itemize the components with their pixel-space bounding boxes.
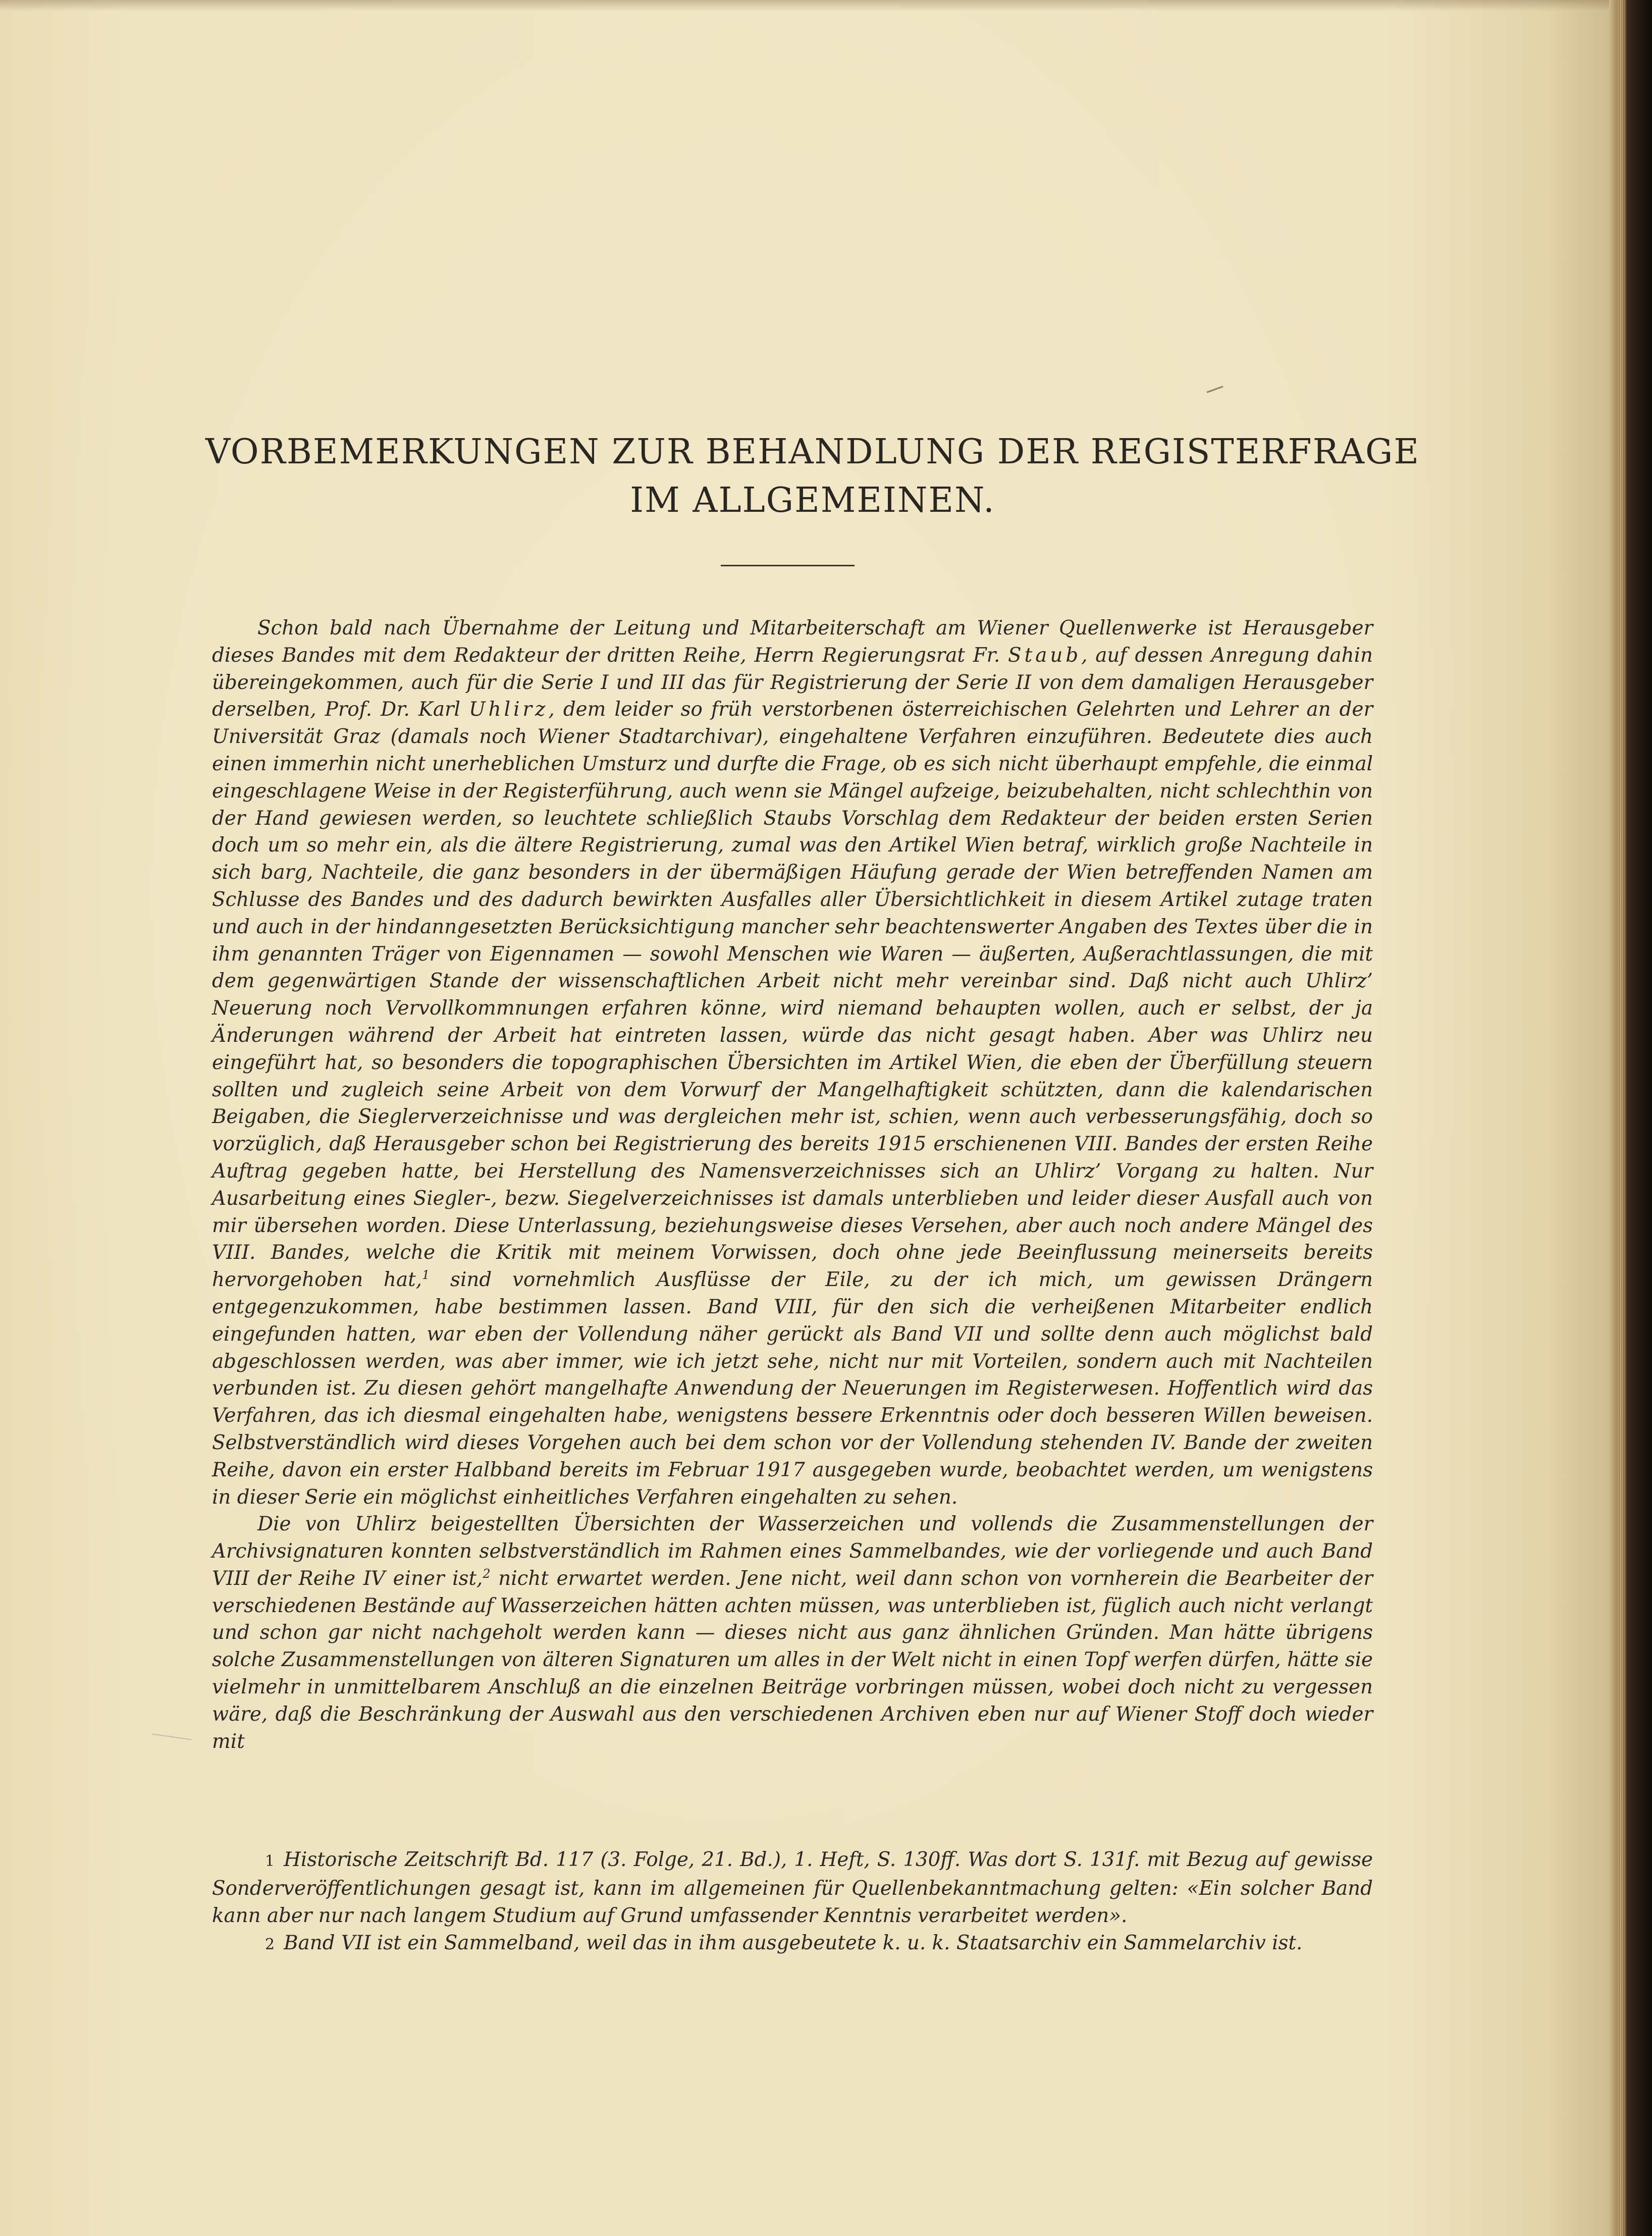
footnote-ref-2: 2	[483, 1566, 491, 1581]
paragraph-2-part-1: Die von Uhlirz beigestellten Übersichten der Wasserzeichen und vollends die Zusammenstellungen der Archivsignaturen konnten selbstverständlich im Rahmen eines Sammelbandes, wie der vorliegende und auch Band VIII der Reihe IV einer ist,	[212, 1513, 1373, 1590]
paragraph-1-part-3: , dem leider so früh verstorbenen österreichischen Gelehrten und Lehrer an der Universität Graz (damals noch Wiener Stadtarchivar), eingehaltene Verfahren einzuführen. Bedeutete dies auch einen immerhin nicht unerheblichen Umsturz und durfte die Frage, ob es sich nicht überhaupt empfehle, die einmal eingeschlagene Weise in der Registerführung, auch wenn sie Mängel aufzeige, beizubehalten, nicht schlechthin von der Hand gewiesen werden, so leuchtete schließlich Staubs Vorschlag dem Redakteur der beiden ersten Serien doch um so mehr ein, als die ältere Registrierung, zumal was den Artikel Wien betraf, wirklich große Nachteile in sich barg, Nachteile, die ganz besonders in der übermäßigen Häufung gerade der Wien betreffenden Namen am Schlusse des Bandes und des dadurch bewirkten Ausfalles aller Übersichtlichkeit in diesem Artikel zutage traten und auch in der hindanngesetzten Berücksichtigung mancher sehr beachtenswerter Angaben des Textes über die in ihm genannten Träger von Eigennamen — sowohl Menschen wie Waren — äußerten, Außerachtlassungen, die mit dem gegenwärtigen Stande der wissenschaftlichen Arbeit nicht mehr vereinbar sind. Daß nicht auch Uhlirz’ Neuerung noch Vervollkommnungen erfahren könne, wird niemand behaupten wollen, auch er selbst, der ja Änderungen während der Arbeit hat eintreten lassen, würde das nicht gesagt haben. Aber was Uhlirz neu eingeführt hat, so besonders die topographischen Übersichten im Artikel Wien, die eben der Überfüllung steuern sollten und zugleich seine Arbeit von dem Vorwurf der Mangelhaftigkeit schützten, dann die kalendarischen Beigaben, die Sieglerverzeichnisse und was dergleichen mehr ist, schien, wenn auch verbesserungsfähig, doch so vorzüglich, daß Herausgeber schon bei Registrierung des bereits 1915 erschienenen VIII. Bandes der ersten Reihe Auftrag gegeben hatte, bei Herstellung des Namensverzeichnisses sich an Uhlirz’ Vorgang zu halten. Nur Ausarbeitung eines Siegler-, bezw. Siegelverzeichnisses ist damals unterblieben und leider dieser Ausfall auch von mir übersehen worden. Diese Unterlassung, beziehungsweise dieses Versehen, aber auch noch andere Mängel des VIII. Bandes, welche die Kritik mit meinem Vorwissen, doch ohne jede Beeinflussung meinerseits bereits hervorgehoben hat,	[212, 698, 1373, 1292]
paragraph-1-part-1: Schon bald nach Übernahme der Leitung und Mitarbeiterschaft am Wiener Quellenwerke ist Herausgeber dieses Bandes mit dem Redakteur der dritten Reihe, Herrn Regierungsrat Fr.	[212, 617, 1373, 667]
pencil-mark	[151, 1733, 191, 1740]
title-line-2: IM ALLGEMEINEN.	[630, 481, 995, 520]
main-text	[212, 615, 1373, 1755]
footnote-1-number: 1	[265, 1852, 275, 1870]
footnotes	[212, 1846, 1373, 1958]
paragraph-2	[212, 1511, 1373, 1755]
name-uhlirz: Uhlirz	[468, 698, 549, 721]
footnote-1-text: Historische Zeitschrift Bd. 117 (3. Folge, 21. Bd.), 1. Heft, S. 130ff. Was dort S. 131f. mit Bezug auf gewisse Sonderveröffentlichungen gesagt ist, kann im allgemeinen für Quellenbekanntmachung gelten: «Ein solcher Band kann aber nur nach langem Studium auf Grund umfassender Kenntnis verarbeitet werden».	[212, 1848, 1373, 1927]
ink-mark	[1207, 386, 1223, 393]
name-staub: Staub	[1008, 644, 1082, 667]
footnote-2	[212, 1930, 1373, 1958]
title-divider	[721, 565, 855, 566]
title-line-1: VORBEMERKUNGEN ZUR BEHANDLUNG DER REGISTERFRAGE	[205, 432, 1420, 472]
paragraph-1	[212, 615, 1373, 1511]
footnote-ref-1: 1	[422, 1268, 430, 1283]
top-edge-shadow	[0, 0, 1626, 11]
footnote-1	[212, 1846, 1373, 1930]
page-title	[182, 428, 1444, 525]
paragraph-2-part-2: nicht erwartet werden. Jene nicht, weil dann schon von vornherein die Bearbeiter der verschiedenen Bestände auf Wasserzeichen hätten achten müssen, was unterblieben ist, füglich auch nicht verlangt und schon gar nicht nachgeholt werden kann — dieses nicht aus ganz ähnlichen Gründen. Man hätte übrigens solche Zusammenstellungen von älteren Signaturen um alles in der Welt nicht in einen Topf werfen dürfen, hätte sie vielmehr in unmittelbarem Anschluß an die einzelnen Beiträge vorbringen müssen, wobei doch nicht zu vergessen wäre, daß die Beschränkung der Auswahl aus den verschiedenen Archiven eben nur auf Wiener Stoff doch wieder mit	[212, 1567, 1373, 1753]
footnote-2-number: 2	[265, 1936, 275, 1953]
footnote-2-text: Band VII ist ein Sammelband, weil das in ihm ausgebeutete k. u. k. Staatsarchiv ein Sammelarchiv ist.	[284, 1932, 1303, 1954]
book-binding	[1626, 0, 1652, 2236]
paragraph-1-part-4: sind vornehmlich Ausflüsse der Eile, zu der ich mich, um gewissen Drängern entgegenzukommen, habe bestimmen lassen. Band VIII, für den sich die verheißenen Mitarbeiter endlich eingefunden hatten, war eben der Vollendung näher gerückt als Band VII und sollte denn auch möglichst bald abgeschlossen werden, was aber immer, wie ich jetzt sehe, nicht nur mit Vorteilen, sondern auch mit Nachteilen verbunden ist. Zu diesen gehört mangelhafte Anwendung der Neuerungen im Registerwesen. Hoffentlich wird das Verfahren, das ich diesmal eingehalten habe, wenigstens bessere Erkenntnis oder doch besseren Willen beweisen. Selbstverständlich wird dieses Vorgehen auch bei dem schon vor der Vollendung stehenden IV. Bande der zweiten Reihe, davon ein erster Halbband bereits im Februar 1917 ausgegeben wurde, beobachtet werden, um wenigstens in dieser Serie ein möglichst einheitliches Verfahren eingehalten zu sehen.	[212, 1268, 1373, 1509]
page-stack-lines	[1619, 0, 1626, 2236]
paragraph-1-part-2: , auf dessen Anregung dahin übereingekommen, auch für die Serie I und III das für Registrierung der Serie II von dem damaligen Herausgeber derselben, Prof. Dr. Karl	[212, 644, 1373, 721]
